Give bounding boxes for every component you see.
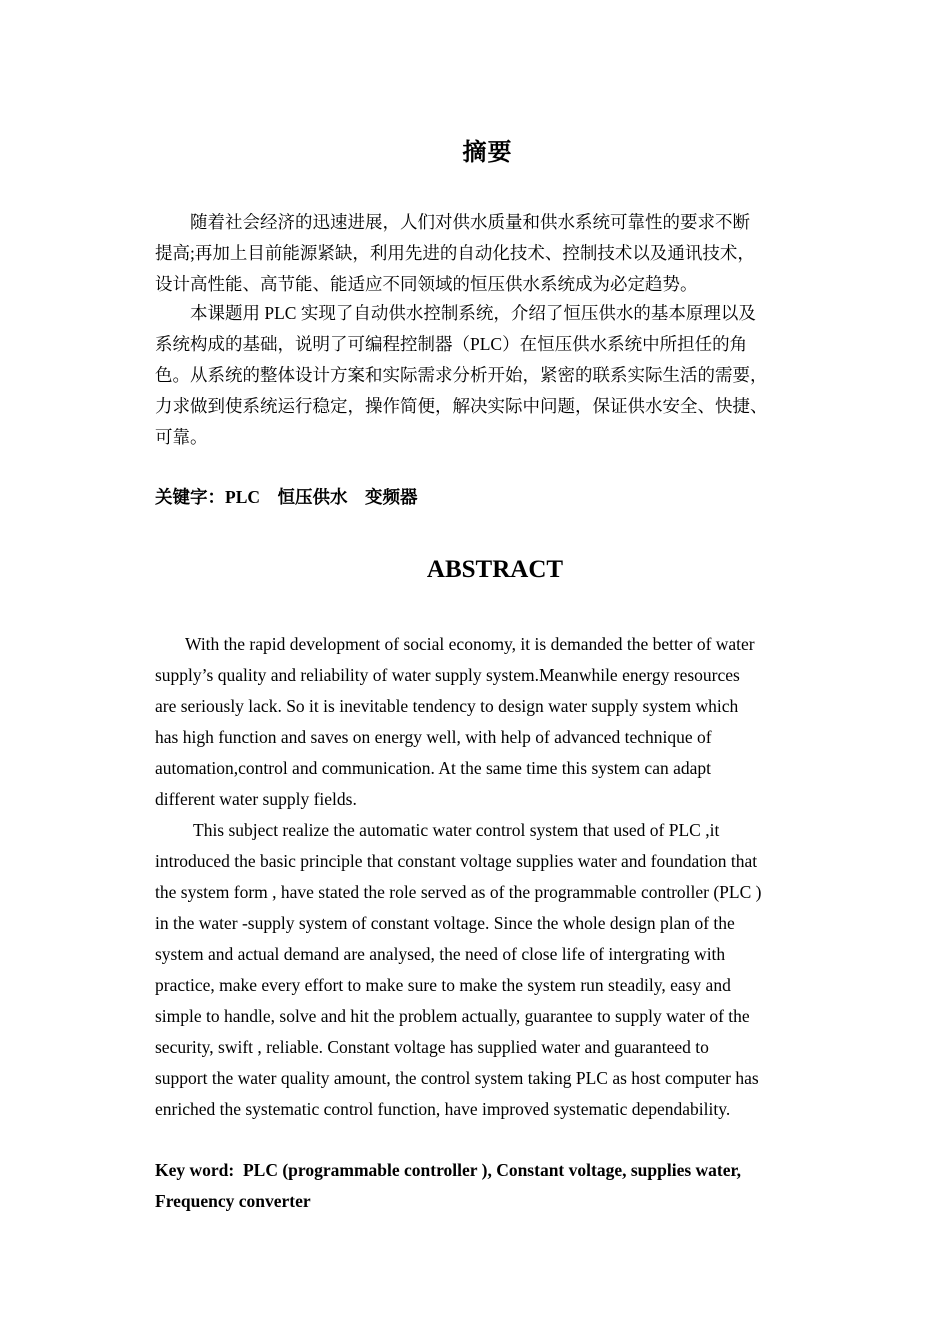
text-line: practice, make every effort to make sure to make the system run steadily, easy and <box>155 975 731 995</box>
text-line: support the water quality amount, the control system taking PLC as host computer has <box>155 1068 759 1088</box>
text-line: 提高;再加上目前能源紧缺，利用先进的自动化技术、控制技术以及通讯技术， <box>155 243 755 263</box>
chinese-abstract-paragraph-1 <box>155 207 835 300</box>
english-abstract-paragraph-1 <box>155 629 825 815</box>
chinese-keywords: 关键字：PLC 恒压供水 变频器 <box>155 487 418 507</box>
text-line: the system form , have stated the role served as of the programmable controller (PLC ) <box>155 882 762 902</box>
text-line: 色。从系统的整体设计方案和实际需求分析开始，紧密的联系实际生活的需要， <box>155 365 768 385</box>
chinese-abstract-title: 摘要 <box>462 140 513 166</box>
text-line: introduced the basic principle that constant voltage supplies water and foundation that <box>155 851 758 871</box>
text-line: simple to handle, solve and hit the problem actually, guarantee to supply water of the <box>155 1006 750 1026</box>
english-abstract-title: ABSTRACT <box>426 556 564 583</box>
english-keywords <box>155 1155 835 1217</box>
text-line: are seriously lack. So it is inevitable tendency to design water supply system which <box>155 696 739 716</box>
chinese-abstract-paragraph-2 <box>155 298 835 453</box>
text-line: automation,control and communication. At the same time this system can adapt <box>155 758 711 778</box>
text-line: 设计高性能、高节能、能适应不同领域的恒压供水系统成为必定趋势。 <box>155 274 698 294</box>
text-line: 力求做到使系统运行稳定，操作简便，解决实际中问题，保证供水安全、快捷、 <box>155 396 768 416</box>
text-line: system and actual demand are analysed, the need of close life of intergrating with <box>155 944 726 964</box>
text-line: 本课题用 PLC 实现了自动供水控制系统，介绍了恒压供水的基本原理以及 <box>190 303 756 323</box>
text-line: supply’s quality and reliability of water supply system.Meanwhile energy resources <box>155 665 740 685</box>
text-line: Frequency converter <box>155 1191 311 1211</box>
text-line: With the rapid development of social economy, it is demanded the better of water <box>185 634 755 654</box>
text-line: has high function and saves on energy well, with help of advanced technique of <box>155 727 712 747</box>
text-line: security, swift , reliable. Constant voltage has supplied water and guaranteed to <box>155 1037 709 1057</box>
text-line: in the water -supply system of constant voltage. Since the whole design plan of the <box>155 913 735 933</box>
english-abstract-paragraph-2 <box>155 815 825 1125</box>
text-line: 可靠。 <box>155 427 208 447</box>
text-line: Key word: PLC (programmable controller ), Constant voltage, supplies water, <box>155 1160 742 1180</box>
text-line: 系统构成的基础，说明了可编程控制器（PLC）在恒压供水系统中所担任的角 <box>155 334 748 354</box>
text-line: This subject realize the automatic water control system that used of PLC ,it <box>193 820 720 840</box>
text-line: different water supply fields. <box>155 789 357 809</box>
text-line: enriched the systematic control function, have improved systematic dependability. <box>155 1099 731 1119</box>
text-line: 随着社会经济的迅速进展，人们对供水质量和供水系统可靠性的要求不断 <box>190 212 750 232</box>
